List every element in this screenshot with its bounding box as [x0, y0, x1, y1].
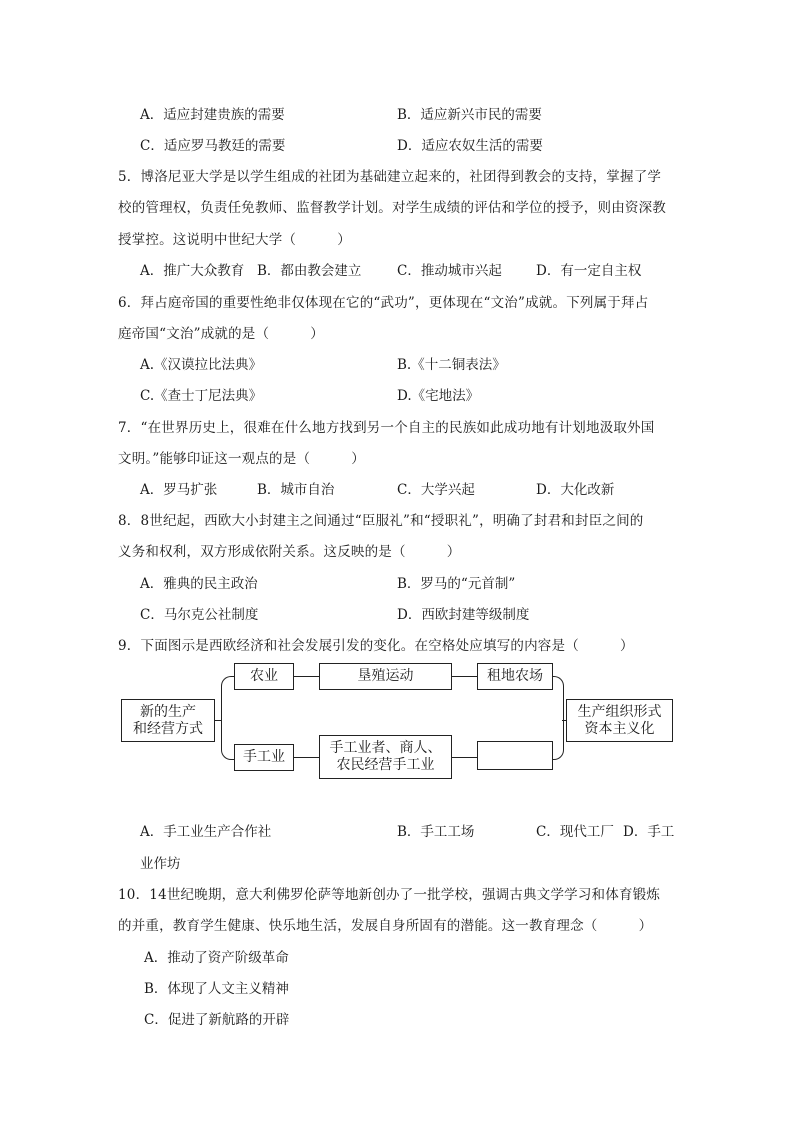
diagram-left-line-2: 和经营方式 — [133, 720, 203, 737]
q5-text-line-3: 授掌控。这说明中世纪大学（ ） — [118, 232, 351, 248]
q8-text-line-1: 8．8世纪起，西欧大小封建主之间通过“臣服礼”和“授职礼”，明确了封君和封臣之间的 — [118, 513, 644, 529]
diagram-bottom-link-2 — [452, 757, 478, 758]
q5-text-line-2: 校的管理权，负责任免教师、监督教学计划。对学生成绩的评估和学位的授予，则由资深教 — [118, 200, 666, 216]
diagram-bottom-box-1 — [234, 744, 294, 771]
q10-text-line-1: 10．14世纪晚期，意大利佛罗伦萨等地新创办了一批学校，强调古典文学学习和体育锻炼 — [118, 887, 661, 903]
diagram-right-bracket — [553, 676, 564, 760]
q5-option-c[interactable]: C．推动城市兴起 — [397, 263, 502, 279]
diagram-bottom-box-2 — [319, 735, 452, 779]
q9-option-a[interactable]: A．手工业生产合作社 — [140, 824, 272, 840]
diagram-top-link-1 — [294, 676, 320, 677]
diagram-right-box — [566, 699, 673, 742]
q9-option-b[interactable]: B．手工工场 — [397, 824, 475, 840]
diagram-left-connector — [215, 720, 222, 721]
q5-option-b[interactable]: B．都由教会建立 — [257, 263, 362, 279]
diagram-top-label-1: 农业 — [250, 668, 278, 684]
q9-option-d-continued: 业作坊 — [140, 856, 181, 872]
q10-text-line-2: 的并重，教育学生健康、快乐地生活，发展自身所固有的潜能。这一教育理念（ ） — [118, 918, 653, 934]
q6-option-a[interactable]: A.《汉谟拉比法典》 — [140, 357, 263, 373]
q7-option-d[interactable]: D．大化改新 — [536, 482, 615, 498]
diagram-bottom-label-1: 手工业 — [243, 749, 285, 765]
q8-option-c[interactable]: C．马尔克公社制度 — [140, 607, 259, 623]
q6-option-d[interactable]: D.《宅地法》 — [397, 388, 480, 404]
q10-option-c[interactable]: C．促进了新航路的开辟 — [144, 1012, 290, 1028]
diagram-top-label-2: 垦殖运动 — [357, 668, 414, 684]
diagram-left-bracket — [221, 676, 234, 760]
q6-option-b[interactable]: B.《十二铜表法》 — [397, 357, 506, 373]
q8-text-line-2: 义务和权利，双方形成依附关系。这反映的是（ ） — [118, 544, 461, 560]
q5-text-line-1: 5．博洛尼亚大学是以学生组成的社团为基础建立起来的，社团得到教会的支持，掌握了学 — [118, 169, 662, 185]
q6-text-line-2: 庭帝国“文治”成就的是（ ） — [118, 326, 325, 342]
diagram-top-link-2 — [452, 676, 478, 677]
diagram-blank-box — [477, 741, 553, 770]
q7-option-a[interactable]: A．罗马扩张 — [140, 482, 218, 498]
q8-option-a[interactable]: A．雅典的民主政治 — [140, 576, 258, 592]
q5-option-d[interactable]: D．有一定自主权 — [536, 263, 642, 279]
q7-option-b[interactable]: B．城市自治 — [257, 482, 335, 498]
q8-option-b[interactable]: B．罗马的“元首制” — [397, 576, 516, 592]
diagram-top-box-1 — [234, 663, 294, 690]
q6-option-c[interactable]: C.《查士丁尼法典》 — [140, 388, 263, 404]
q4-option-a[interactable]: A．适应封建贵族的需要 — [140, 107, 285, 123]
q10-option-b[interactable]: B．体现了人文主义精神 — [144, 981, 289, 997]
q6-text-line-1: 6．拜占庭帝国的重要性绝非仅体现在它的“武功”，更体现在“文治”成就。下列属于拜占 — [118, 295, 649, 311]
q9-option-d[interactable]: D．手工 — [623, 824, 675, 840]
diagram-bottom-label-2b: 农民经营手工业 — [336, 757, 435, 773]
q10-option-a[interactable]: A．推动了资产阶级革命 — [144, 950, 289, 966]
q8-option-d[interactable]: D．西欧封建等级制度 — [397, 607, 530, 623]
q7-text-line-2: 文明。”能够印证这一观点的是（ ） — [118, 451, 365, 467]
diagram-top-box-2 — [319, 663, 452, 690]
diagram-top-label-3: 租地农场 — [487, 668, 543, 684]
q9-text-line-1: 9．下面图示是西欧经济和社会发展引发的变化。在空格处应填写的内容是（ ） — [118, 638, 634, 654]
diagram-left-line-1: 新的生产 — [140, 703, 196, 720]
q4-option-c[interactable]: C．适应罗马教廷的需要 — [140, 138, 286, 154]
q4-option-d[interactable]: D．适应农奴生活的需要 — [397, 138, 543, 154]
diagram-right-line-1: 生产组织形式 — [577, 703, 662, 720]
q5-option-a[interactable]: A．推广大众教育 — [140, 263, 245, 279]
q7-text-line-1: 7．“在世界历史上，很难在什么地方找到另一个自主的民族如此成功地有计划地汲取外国 — [118, 420, 655, 436]
diagram-top-box-3 — [477, 663, 553, 690]
q9-option-c[interactable]: C．现代工厂 — [536, 824, 614, 840]
diagram-left-box — [121, 699, 215, 742]
diagram-right-line-2: 资本主义化 — [584, 720, 655, 737]
diagram-bottom-label-2a: 手工业者、商人、 — [329, 740, 442, 756]
diagram-bottom-link-1 — [294, 757, 320, 758]
q7-option-c[interactable]: C．大学兴起 — [397, 482, 475, 498]
q4-option-b[interactable]: B．适应新兴市民的需要 — [397, 107, 542, 123]
